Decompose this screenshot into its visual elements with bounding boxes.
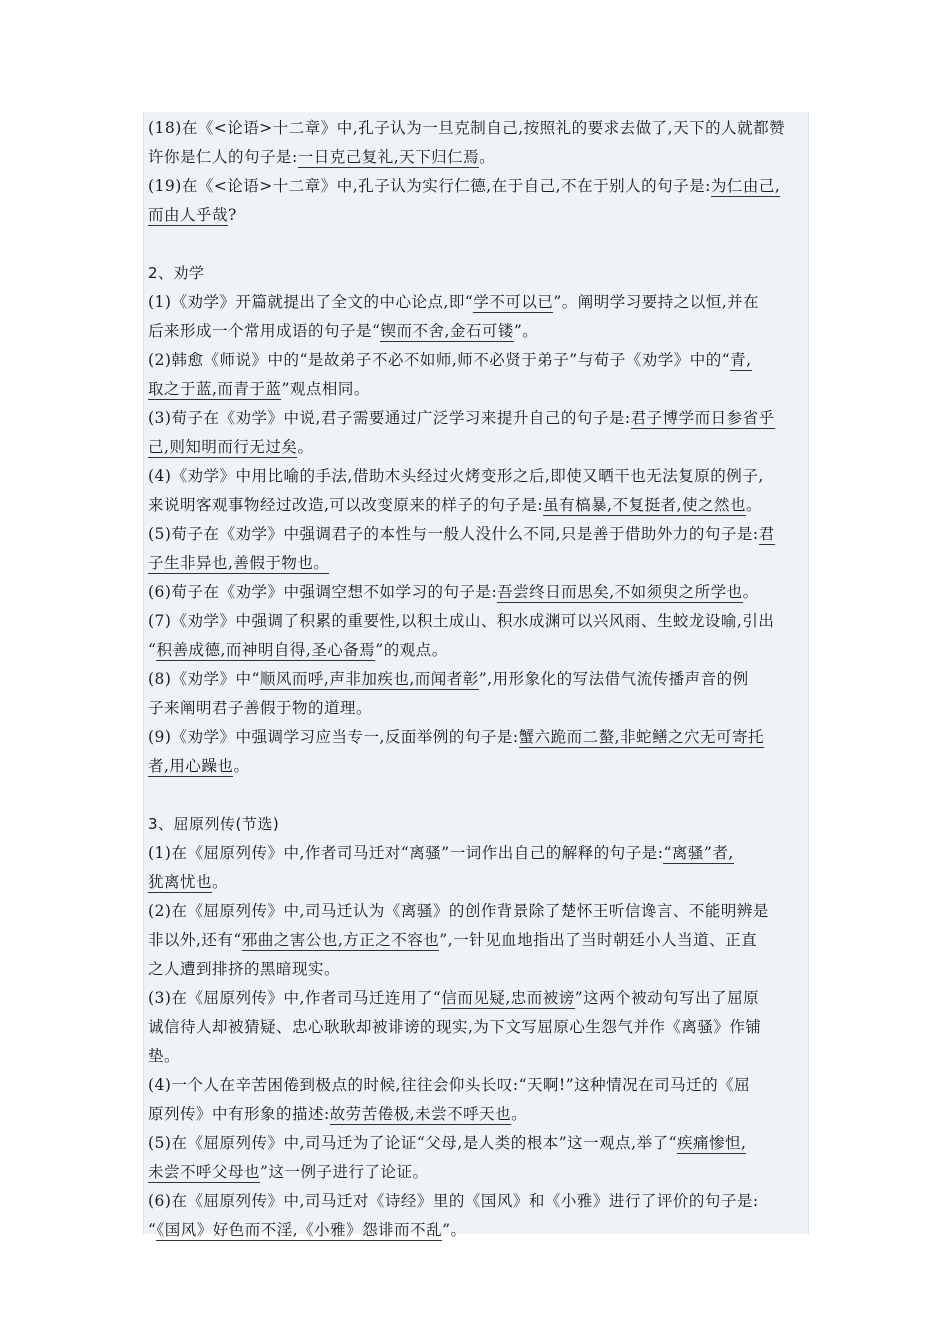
s3-q4-text: (4)一个人在辛苦困倦到极点的时候,往往会仰头长叹:“天啊!”这种情况在司马迁的《屈: [148, 1076, 751, 1094]
s3-q1-line-1: [148, 839, 806, 868]
s3-q1-line-2: [148, 868, 806, 897]
s3-q4-prompt: 原列传》中有形象的描述:: [148, 1105, 330, 1123]
q19-answer-part2: 而由人乎哉: [148, 206, 229, 224]
s2-q6-line-1: [148, 578, 806, 607]
q18-answer: 一日克己复礼,天下归仁焉: [297, 148, 480, 166]
s2-q2-line-2: [148, 375, 806, 404]
s2-q7-line-1: [148, 607, 806, 636]
s3-q5-answer-2: 未尝不呼父母也: [148, 1163, 261, 1181]
s3-q2-text: (2)在《屈原列传》中,司马迁认为《离骚》的创作背景除了楚怀王听信谗言、不能明辨是: [148, 902, 769, 920]
s2-q3-answer-1: 君子博学而日参省乎: [630, 409, 775, 427]
s3-q6-punct: ”。: [442, 1221, 467, 1239]
s3-q5-line-2: [148, 1158, 806, 1187]
s3-q3-line-3: [148, 1042, 806, 1071]
s2-q4-line-1: [148, 462, 806, 491]
s2-q4-prompt: 来说明客观事物经过改造,可以改变原来的样子的句子是:: [148, 496, 544, 514]
q19-answer-part1: 为仁由己,: [710, 177, 781, 195]
s2-q9-prompt: (9)《劝学》中强调学习应当专一,反面举例的句子是:: [148, 728, 519, 746]
document-page: [143, 112, 809, 1239]
s2-q6-punct: 。: [742, 583, 759, 601]
s3-q1-prompt: (1)在《屈原列传》中,作者司马迁对“离骚”一词作出自己的解释的句子是:: [148, 844, 664, 862]
s3-q3-text: ”这两个被动句写出了屈原: [574, 989, 760, 1007]
s2-q7-tail: ”的观点。: [375, 641, 448, 659]
s2-q9-punct: 。: [233, 757, 250, 775]
s3-q5-tail: ”这一例子进行了论证。: [260, 1163, 429, 1181]
s2-q8-text: ”,用形象化的写法借气流传播声音的例: [478, 670, 749, 688]
s2-q3-line-2: [148, 433, 806, 462]
s2-q2-line-1: [148, 346, 806, 375]
s3-q6-answer: 《国风》好色而不淫,《小雅》怨诽而不乱: [156, 1221, 443, 1239]
section-heading-quanxue: 2、劝学: [148, 264, 205, 282]
s2-q7-line-2: [148, 636, 806, 665]
s3-q6-text: (6)在《屈原列传》中,司马迁对《诗经》里的《国风》和《小雅》进行了评价的句子是:: [148, 1192, 759, 1210]
s3-q4-line-2: [148, 1100, 806, 1129]
s2-q2-answer-2: 取之于蓝,而青于蓝: [148, 380, 282, 398]
s2-q2-tail: ”观点相同。: [281, 380, 370, 398]
s3-q6-line-2: [148, 1216, 806, 1245]
q19-line-2: [148, 201, 806, 230]
s2-q5-answer-2: 子生非异也,善假于物也。: [148, 554, 330, 572]
s3-q3-line-1: [148, 984, 806, 1013]
s3-q6-line-1: [148, 1187, 806, 1216]
s2-q4-text: (4)《劝学》中用比喻的手法,借助木头经过火烤变形之后,即使又晒干也无法复原的例子,: [148, 467, 764, 485]
s2-q8-prompt: (8)《劝学》中“: [148, 670, 260, 688]
s2-q5-line-2: [148, 549, 806, 578]
section-heading-quyuan: 3、屈原列传(节选): [148, 815, 280, 833]
q18-line-2: [148, 143, 806, 172]
s3-q5-answer-1: 疾痛惨怛,: [677, 1134, 747, 1152]
s2-q2-prompt: (2)韩愈《师说》中的“是故弟子不必不如师,师不必贤于弟子”与荀子《劝学》中的“: [148, 351, 731, 369]
s2-q4-answer: 虽有槁暴,不复挺者,使之然也: [543, 496, 747, 514]
s2-q1-punct: ”。: [513, 322, 539, 340]
s2-q3-line-1: [148, 404, 806, 433]
s2-q9-line-1: [148, 723, 806, 752]
s2-q7-text: (7)《劝学》中强调了积累的重要性,以积土成山、积水成渊可以兴风雨、生蛟龙设喻,引出: [148, 612, 775, 630]
s2-q8-text-2: 子来阐明君子善假于物的道理。: [148, 699, 373, 717]
s2-q7-open-quote: “: [148, 641, 157, 659]
s3-q3-prompt: (3)在《屈原列传》中,作者司马迁连用了“: [148, 989, 442, 1007]
q18-prompt: 许你是仁人的句子是:: [148, 148, 298, 166]
q19-line-1: [148, 172, 806, 201]
q19-prompt: (19)在《<论语>十二章》中,孔子认为实行仁德,在于自己,不在于别人的句子是:: [148, 177, 711, 195]
s2-q6-prompt: (6)荀子在《劝学》中强调空想不如学习的句子是:: [148, 583, 498, 601]
q18-text: (18)在《<论语>十二章》中,孔子认为一旦克制自己,按照礼的要求去做了,天下的人就都赞: [148, 119, 786, 137]
s2-q1-line-1: [148, 288, 806, 317]
s3-q6-open-quote: “: [148, 1221, 157, 1239]
s3-q4-line-1: [148, 1071, 806, 1100]
s2-q4-punct: 。: [746, 496, 763, 514]
s3-q2-text-3: 之人遭到排挤的黑暗现实。: [148, 960, 341, 978]
s3-q1-answer-1: “离骚”者,: [663, 844, 734, 862]
s3-q5-prompt: (5)在《屈原列传》中,司马迁为了论证“父母,是人类的根本”这一观点,举了“: [148, 1134, 678, 1152]
s2-q5-prompt: (5)荀子在《劝学》中强调君子的本性与一般人没什么不同,只是善于借助外力的句子是:: [148, 525, 759, 543]
q19-punct: ?: [228, 206, 237, 224]
s2-q1-prompt: (1)《劝学》开篇就提出了全文的中心论点,即“: [148, 293, 474, 311]
q18-line-1: [148, 114, 806, 143]
s2-q1-answer-1: 学不可以已: [473, 293, 554, 311]
s3-q2-prompt: 非以外,还有“: [148, 931, 242, 949]
s3-q2-answer: 邪曲之害公也,方正之不容也: [241, 931, 440, 949]
s2-q8-line-2: [148, 694, 806, 723]
s3-q3-answer: 信而见疑,忠而被谤: [441, 989, 575, 1007]
s3-q4-punct: 。: [511, 1105, 528, 1123]
s2-q8-line-1: [148, 665, 806, 694]
s2-q2-answer-1: 青,: [730, 351, 752, 369]
s3-q5-line-1: [148, 1129, 806, 1158]
s2-q8-answer: 顺风而呼,声非加疾也,而闻者彰: [259, 670, 479, 688]
s3-q2-text-2: ”,一针见血地指出了当时朝廷小人当道、正直: [439, 931, 758, 949]
s2-q9-answer-2: 者,用心躁也: [148, 757, 234, 775]
s2-q9-line-2: [148, 752, 806, 781]
s3-q2-line-1: [148, 897, 806, 926]
s3-q4-answer: 故劳苦倦极,未尝不呼天也: [329, 1105, 512, 1123]
s2-q1-answer-2: 锲而不舍,金石可镂: [380, 322, 514, 340]
s3-q3-text-3: 垫。: [148, 1047, 181, 1065]
s3-q3-line-2: [148, 1013, 806, 1042]
s2-q5-line-1: [148, 520, 806, 549]
s3-q2-line-2: [148, 926, 806, 955]
s2-q5-answer-1: 君: [758, 525, 775, 543]
s2-q3-punct: 。: [297, 438, 314, 456]
s3-q3-text-2: 诚信待人却被猜疑、忠心耿耿却被诽谤的现实,为下文写屈原心生怨气并作《离骚》作铺: [148, 1018, 762, 1036]
s2-q1-line-2: [148, 317, 806, 346]
q18-punct: 。: [479, 148, 496, 166]
s2-q7-answer: 积善成德,而神明自得,圣心备焉: [156, 641, 376, 659]
s2-q3-answer-2: 己,则知明而行无过矣: [148, 438, 298, 456]
s3-q2-line-3: [148, 955, 806, 984]
s2-q1-text: ”。阐明学习要持之以恒,并在: [553, 293, 760, 311]
s3-q1-answer-2: 犹离忧也: [148, 873, 213, 891]
s2-q4-line-2: [148, 491, 806, 520]
s2-q6-answer: 吾尝终日而思矣,不如须臾之所学也: [497, 583, 743, 601]
s2-q1-prompt-2: 后来形成一个常用成语的句子是“: [148, 322, 381, 340]
s2-q3-prompt: (3)荀子在《劝学》中说,君子需要通过广泛学习来提升自己的句子是:: [148, 409, 631, 427]
s2-q9-answer-1: 蟹六跪而二螯,非蛇鳝之穴无可寄托: [518, 728, 765, 746]
s3-q1-punct: 。: [212, 873, 229, 891]
